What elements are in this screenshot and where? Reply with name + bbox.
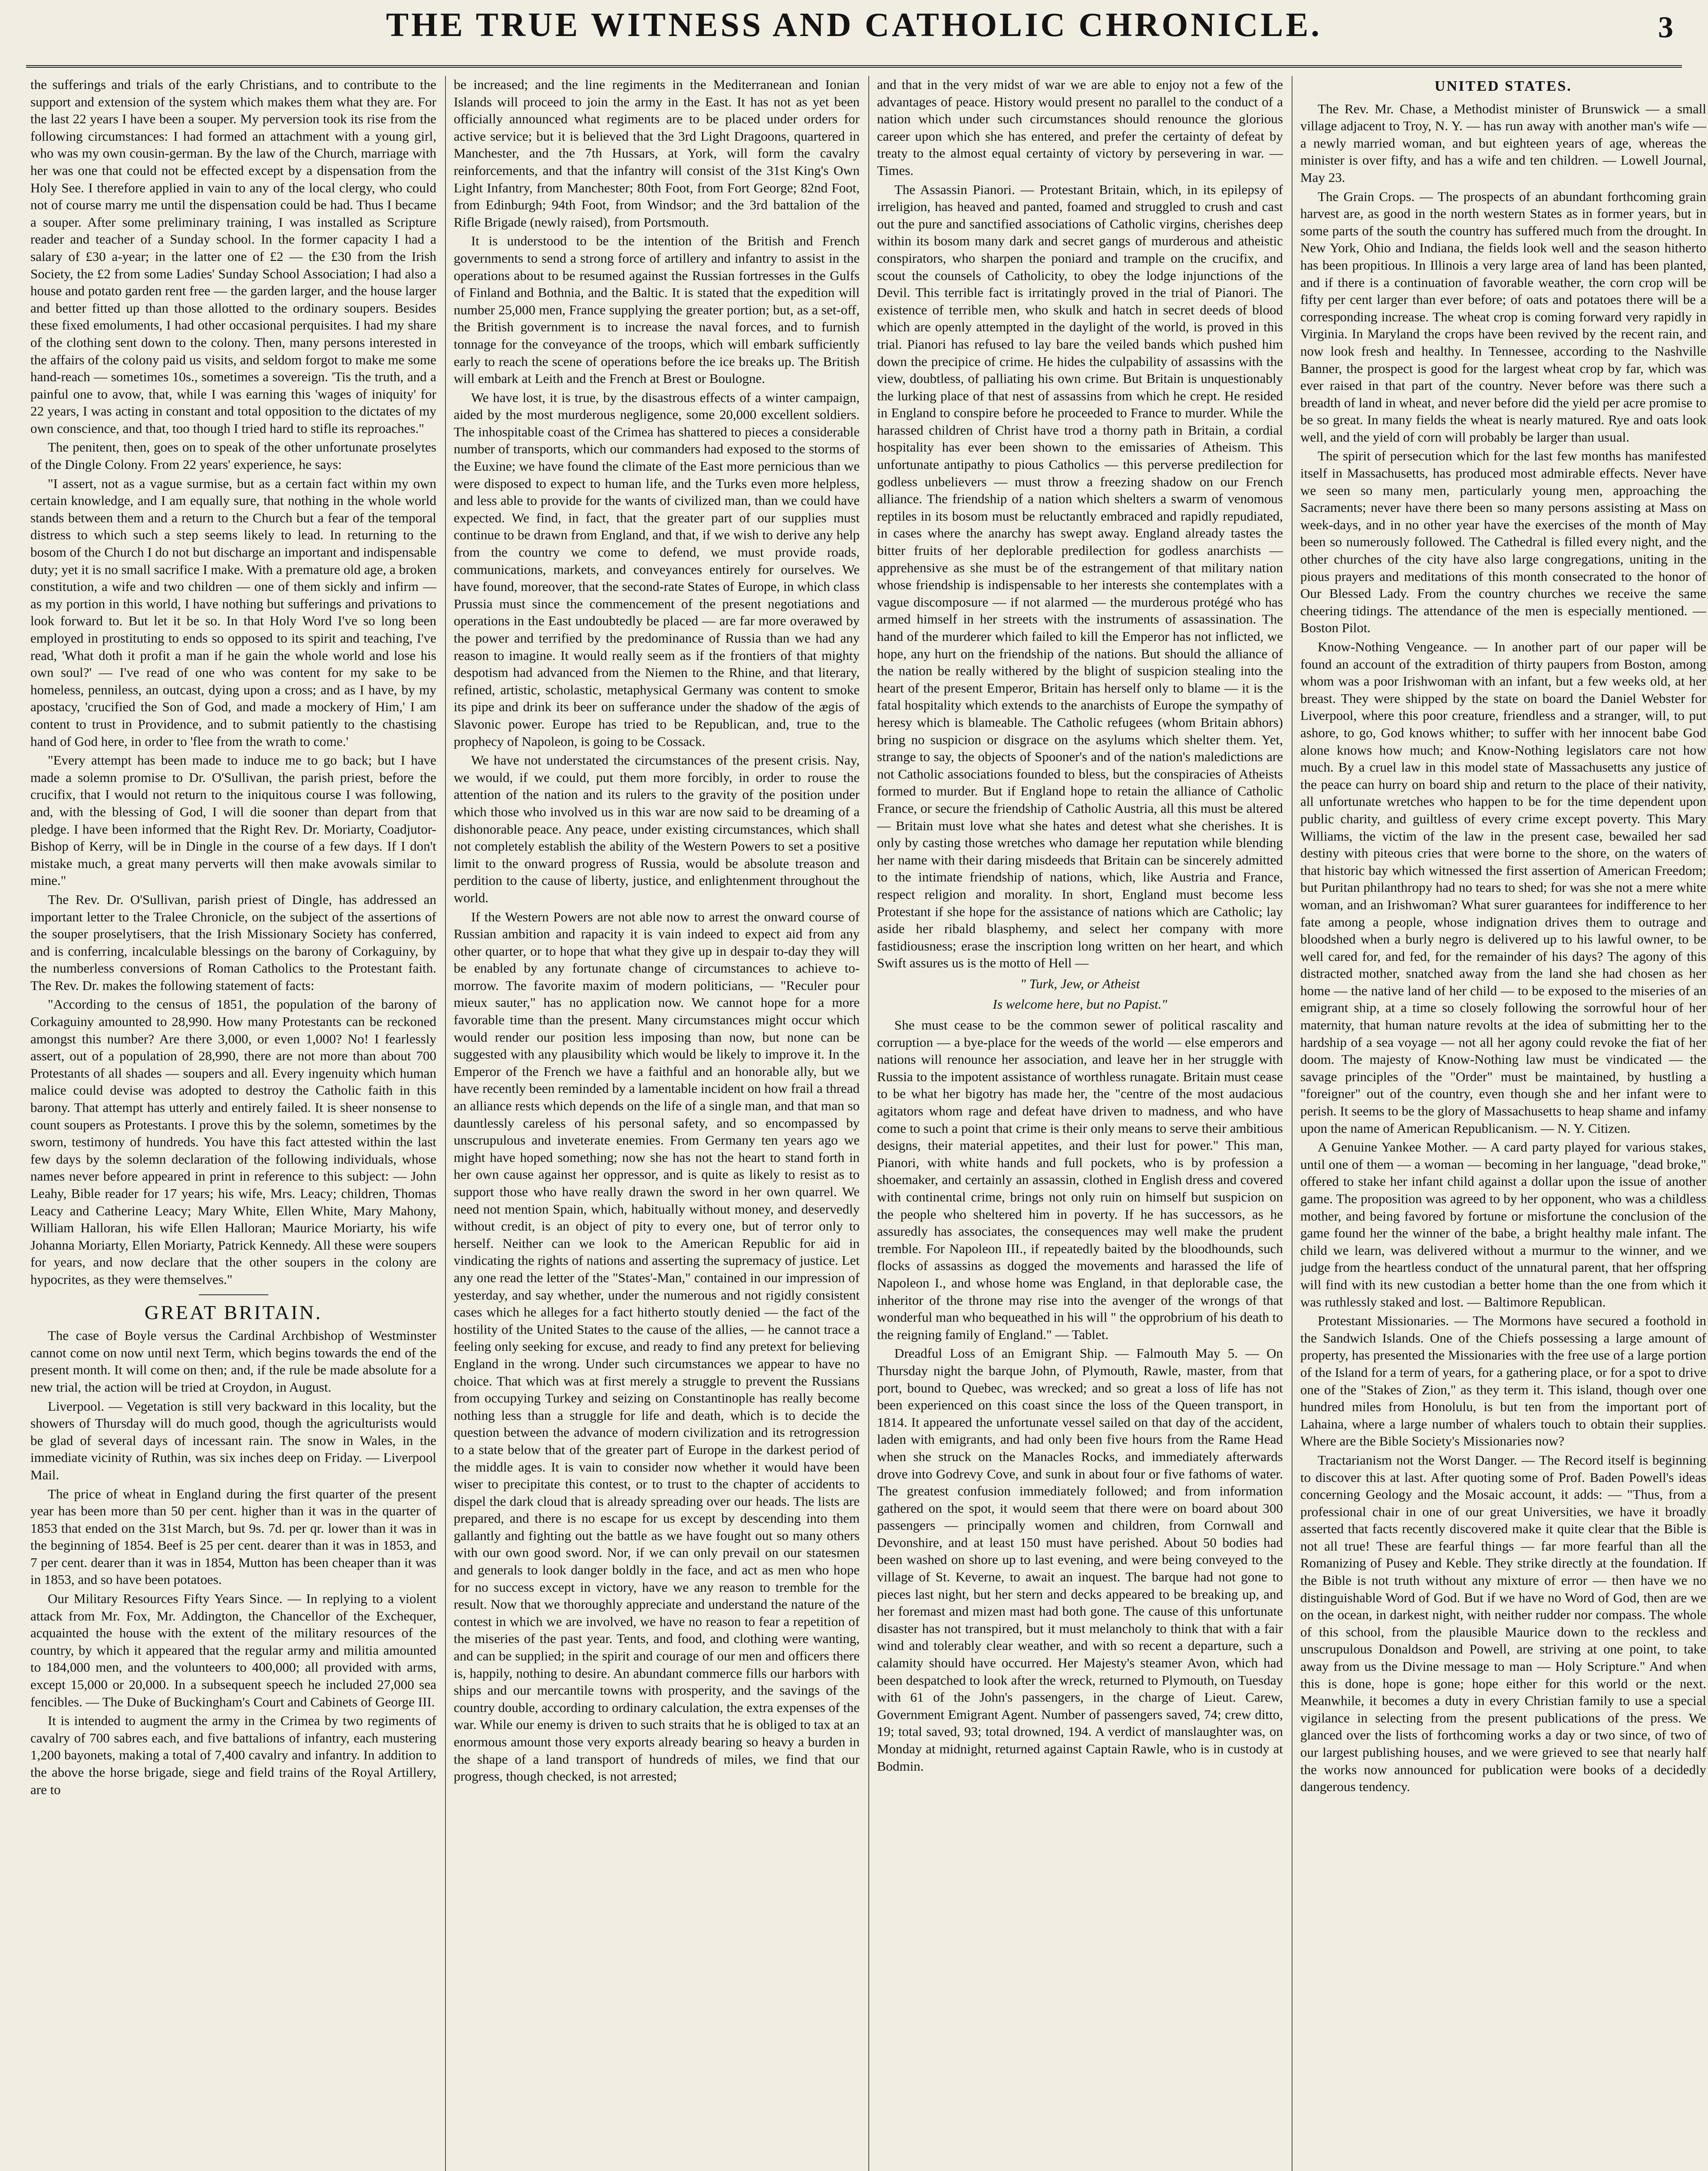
article-paragraph: It is intended to augment the army in the Crimea by two regiments of cavalry of 700 sabres each, and five battalions of infantry, each mustering 1,200 bayonets, making a total of 7,400 cavalry and infantry. In addition to the above the horse brigade, siege and field trains of the Royal Artillery, are to [30, 1713, 436, 1797]
article-paragraph: The Rev. Mr. Chase, a Methodist minister of Brunswick — a small village adjacent to Troy, N. Y. — has run away with another man's wife — a newly married woman, and but eighteen years of age, whereas the minister is over fifty, and has a wife and ten children. — Lowell Journal, May 23. [1300, 101, 1706, 185]
article-paragraph: The Grain Crops. — The prospects of an abundant forthcoming grain harvest are, as good in the north western States as in former years, but in some parts of the south the country has suffered much from the drought. In New York, Ohio and Indiana, the fields look well and the season hitherto has been propitious. In Illinois a very large area of land has been planted, and if there is a continuation of favorable weather, the corn crop will be fifty per cent larger than ever before; of oats and potatoes there will be a corresponding increase. The wheat crop is coming forward very rapidly in Virginia. In Maryland the crops have been revived by the recent rain, and now look fresh and healthy. In Tennessee, according to the Nashville Banner, the prospect is good for the largest wheat crop by far, which was ever raised in that part of the country. Never before was there such a breadth of land in wheat, and never before did the yield per acre promise to be so great. In many fields the wheat is nearly matured. Rye and oats look well, and the yield of corn will probably be larger than usual. [1300, 188, 1706, 445]
article-paragraph: If the Western Powers are not able now to arrest the onward course of Russian ambition and rapacity it is vain indeed to expect aid from any other quarter, or to hope that what they give up in despair to-day they will be enabled by any fortunate change of circumstances to achieve to-morrow. The favorite maxim of modern politicians, — "Reculer pour mieux sauter," has no application now. We cannot hope for a more favorable time than the present. Many circumstances might occur which would render our position less imposing than now, but none can be suggested with any plausibility which would be likely to improve it. In the Emperor of the French we have a faithful and an honorable ally, but we have recently been reminded by a lamentable incident on how frail a thread an alliance rests which depends on the life of a single man, and that man so dauntlessly careless of his personal safety, and so encompassed by unscrupulous and inveterate enemies. From Germany ten years ago we might have hoped something; now she has not the heart to stand forth in her own cause against her oppressor, and is quite as likely to resist as to support those who have really drawn the sword in her own quarrel. We need not mention Spain, which, habitually without money, and deservedly without credit, is an object of pity to every one, but of terror only to herself. Neither can we look to the American Republic for aid in vindicating the rights of nations and asserting the supremacy of justice. Let any one read the letter of the "States'-Man," contained in our impression of yesterday, and say whether, under the numerous and not rigidly consistent cases which he alleges for a fact hitherto stoutly denied — the fact of the hostility of the United States to the cause of the allies, — he cannot trace a feeling only seeking for excuse, and ready to find any pretext for believing England in the wrong. Under such circumstances we appear to have no choice. That which was at first merely a struggle to prevent the Russians from occupying Turkey and seizing on Constantinople has really become nothing less than a struggle for life and death, which is to decide the question between the advance of modern civilization and its retrogression to a state below that of the greater part of Europe in the darkest period of the middle ages. It is vain to consider now whether it would have been wiser to precipitate this contest, or to trust to the chapter of accidents to dispel the dark cloud that is already spreading over our heads. The lists are prepared, and there is no escape for us except by descending into them gallantly and fighting out the battle as we have fought out so many others with our own good sword. Nor, if we can only prevail on our statesmen and generals to look danger boldly in the face, and act as men who hope for no success except in victory, have we any reason to tremble for the result. Now that we thoroughly appreciate and understand the nature of the contest in which we are involved, we have no reason to fear a repetition of the miseries of the past year. Tents, and food, and clothing were wanting, and can be supplied; in the spirit and courage of our men and officers there is, happily, nothing to desire. An abundant commerce fills our harbors with ships and our mercantile towns with prosperity, and the savings of the country double, according to ordinary calculation, the extra expenses of the war. While our enemy is driven to such straits that he is obliged to tax at an enormous amount those very exports already bearing so heavy a burden in the shape of a land transport of hundreds of miles, we find that our progress, though checked, is not arrested; [454, 909, 860, 1784]
article-paragraph: The Assassin Pianori. — Protestant Britain, which, in its epilepsy of irreligion, has heaved and panted, foamed and struggled to crush and cast out the pure and sanctified associations of Catholic virgins, cherishes deep within its bosom many dark and secret gangs of murderous and atheistic conspirators, who sharpen the poniard and trample on the crucifix, and scout the counsels of Catholicity, to obey the lodge injunctions of the Devil. This terrible fact is irritatingly proved in the trial of Pianori. The existence of terrible men, who skulk and hatch in secret deeds of blood which are openly attempted in the daylight of the world, is proved in this trial. Pianori has refused to lay bare the veiled bands which pushed him down the precipice of crime. He hides the culpability of assassins with the view, doubtless, of palliating his own crime. But Britain is unquestionably the lurking place of that nest of assassins from which he crept. He resided in England to conspire before he proceeded to France to murder. While the harassed children of Christ have trod a thorny path in Britain, a cordial hospitality has ever been shown to the emissaries of Atheism. This unfortunate antipathy to pious Catholics — this perverse predilection for godless unbelievers — must throw a freezing shadow on our French alliance. The friendship of a nation which shelters a swarm of venomous reptiles in its bosom must be reluctantly embraced and rapidly repudiated, in cases where the anarchy has swept away. England already tastes the bitter fruits of her deplorable predilection for godless anarchists — apprehensive as she must be of the estrangement of that military nation whose friendship is indispensable to her interests she contemplates with a vague discomposure — if not alarmed — the murderous protégé who has armed himself in her streets with the instruments of assassination. The hand of the murderer which failed to kill the Emperor has not inflicted, we hope, any hurt on the friendship of the nations. But should the alliance of the nation be really withered by the blight of suspicion stealing into the heart of the present Emperor, Britain has herself only to blame — it is the fatal hospitality which extends to the anarchists of Europe the sympathy of heresy which is blameable. The Catholic refugees (whom Britain abhors) bring no suspicion or disgrace on the asylums which shelter them. Yet, strange to say, the objects of Spooner's and of the nation's maledictions are not Catholic associations founded to bless, but the conspiracies of Atheists formed to murder. But if England hope to retain the alliance of Catholic France, or secure the friendship of Catholic Austria, all this must be altered — Britain must love what she hates and detest what she cherishes. It is only by casting those wretches who damage her reputation while blending her name with their daring misdeeds that Britain can be sincerely admitted to the intimate friendship of nations, which, like Austria and France, respect religion and morality. In short, England must become less Protestant if she hope for the assistance of nations which are Catholic; lay aside her ribald blasphemy, and select her company with more fastidiousness; erase the inscription long written on her heart, and which Swift assures us is the motto of Hell — [877, 181, 1283, 971]
column-divider [445, 76, 446, 2171]
article-paragraph: Tractarianism not the Worst Danger. — The Record itself is beginning to discover this at last. After quoting some of Prof. Baden Powell's ideas concerning Geology and the Mosaic account, it adds: — "Thus, from a professional chair in one of our great Universities, we have it broadly asserted that facts recently discovered make it quite clear that the Bible is not all true! These are fearful things — far more fearful than all the Romanizing of Pusey and Keble. They strike directly at the foundation. If the Bible is not truth without any mixture of error — then have we no distinguishable Word of God. But if we have no Word of God, then are we on the ocean, in darkest night, with neither rudder nor compass. The whole of this school, from the plausible Maurice down to the reckless and unscrupulous Donaldson and Powell, are striving at one point, to take away from us the Divine message to man — Holy Scripture." And when this is done, hope is gone; hope either for this world or the next. Meanwhile, it becomes a duty in every Christian family to use a special vigilance in selecting from the present publications of the press. We glanced over the lists of forthcoming works a day or two since, of two of our largest publishing houses, and we were grieved to see that nearly half the works now announced for publication were books of a decidedly dangerous tendency. [1300, 1452, 1706, 1795]
article-paragraph: We have not understated the circumstances of the present crisis. Nay, we would, if we could, put them more forcibly, in order to rouse the attention of the nation and its rulers to the gravity of the position under which those who involved us in this war are now said to be dreaming of a dishonorable peace. Any peace, under existing circumstances, which shall not completely establish the ability of the Western Powers to set a positive limit to the onward progress of Russia, would be absolute treason and perdition to the cause of liberty, justice, and enlightenment throughout the world. [454, 752, 860, 905]
masthead-title: THE TRUE WITNESS AND CATHOLIC CHRONICLE. [386, 6, 1322, 43]
article-paragraph: "According to the census of 1851, the population of the barony of Corkaguiny amounted to 28,990. How many Protestants can be reckoned amongst this number? Are there 3,000, or even 1,000? No! I fearlessly assert, out of a population of 28,990, there are not more than about 700 Protestants of all shades — soupers and all. Every ingenuity which human malice could devise was adopted to destroy the Catholic faith in this barony. That attempt has utterly and entirely failed. It is sheer nonsense to count soupers as Protestants. I prove this by the solemn, sometimes by the sworn, testimony of hundreds. You have this fact attested within the last few days by the solemn declaration of the following individuals, whose names never before appeared in print in reference to this subject: — John Leahy, Bible reader for 17 years; his wife, Mrs. Leacy; children, Thomas Leacy and Catherine Leacy; Mary White, Ellen White, Mary Mahony, William Halloran, his wife Ellen Halloran; Maurice Moriarty, his wife Johanna Moriarty, Ellen Moriarty, Patrick Kennedy. All these were soupers for years, and now declare that the other soupers in the colony are hypocrites, as they were themselves." [30, 996, 436, 1287]
article-paragraph: The penitent, then, goes on to speak of the other unfortunate proselytes of the Dingle Colony. From 22 years' experience, he says: [30, 439, 436, 472]
page-number: 3 [1658, 11, 1673, 44]
article-paragraph: The Rev. Dr. O'Sullivan, parish priest of Dingle, has addressed an important letter to the Tralee Chronicle, on the subject of the assertions of the souper proselytisers, that the Irish Missionary Society has conferred, and is conferring, incalculable blessings on the barony of Corkaguiny, by the numberless conversions of Roman Catholics to the Protestant faith. The Rev. Dr. makes the following statement of facts: [30, 891, 436, 993]
section-heading-united-states: UNITED STATES. [1434, 78, 1572, 94]
column-divider [868, 76, 869, 2171]
article-paragraph: Dreadful Loss of an Emigrant Ship. — Falmouth May 5. — On Thursday night the barque John, of Plymouth, Rawle, master, from that port, bound to Quebec, was wrecked; and so great a loss of life has not been experienced on this coast since the loss of the Queen transport, in 1814. It appeared the unfortunate vessel sailed on that day of the accident, laden with emigrants, and had only been five hours from the Rame Head when she struck on the Manacles Rocks, and immediately afterwards drove into Godrevy Cove, and sunk in about four or five fathoms of water. The greatest confusion immediately followed; and from information gathered on the spot, it would seem that there were on board about 300 passengers — principally women and children, from Cornwall and Devonshire, and at least 150 must have perished. About 50 bodies had been washed on shore up to last evening, and were being conveyed to the village of St. Keverne, to await an inquest. The barque had not gone to pieces last night, but her stern and decks appeared to be breaking up, and her foremast and mizen mast had both gone. The cause of this unfortunate disaster has not transpired, but it must melancholy to think that with a fair wind and tolerably clear weather, and with so recent a departure, such a calamity should have occurred. Her Majesty's steamer Avon, which had been despatched to look after the wreck, returned to Plymouth, on Tuesday with 61 of the John's passengers, in the charge of Lieut. Carew, Government Emigrant Agent. Number of passengers saved, 74; crew ditto, 19; total saved, 93; total drowned, 194. A verdict of manslaughter was, on Monday at midnight, returned against Captain Rawle, who is in custody at Bodmin. [877, 1346, 1283, 1774]
article-paragraph: Know-Nothing Vengeance. — In another part of our paper will be found an account of the extradition of thirty paupers from Boston, among whom was a poor Irishwoman with an infant, but a few weeks old, at her breast. They were shipped by the state on board the Daniel Webster for Liverpool, where this poor creature, friendless and a stranger, will, to put ashore, to go, God knows whither; to suffer with her innocent babe God alone knows how much; and Know-Nothing legislators care not how much. By a cruel law in this model state of Massachusetts any justice of the peace can hurry on board ship and return to the place of their nativity, all unfortunate wretches who happen to be for the time dependent upon public charity, and guiltless of every crime except poverty. This Mary Williams, the victim of the law in the present case, bewailed her sad destiny with piteous cries that were borne to the shore, on the waters of that historic bay which witnessed the first assertion of American Freedom; but Puritan philanthropy had no tears to shed; for was she not a mere white woman, and an Irishwoman? What surer guarantees for indifference to her fate among a people, whose indignation drives them to outrage and bloodshed when a burly negro is delivered up to his lawful owner, to be well cared for, and fed, for the remainder of his days? The agony of this distracted mother, snatched away from the land she had chosen as her home — the native land of her child — to be exposed to the miseries of an emigrant ship, at a time so closely following the sorrowful hour of her maternity, that human nature revolts at the idea of submitting her to the hardship of a sea voyage — not all her agony could revoke the fiat of her doom. The majesty of Know-Nothing law must be vindicated — the savage principles of the "Order" must be maintained, by hustling a "foreigner" out of the country, even though she and her infant were to perish. It seems to be the glory of Massachusetts to heap shame and infamy upon the name of American Republicanism. — N. Y. Citizen. [1300, 639, 1706, 1136]
article-paragraph: "Every attempt has been made to induce me to go back; but I have made a solemn promise to Dr. O'Sullivan, the parish priest, before the crucifix, that I would not return to the iniquitous course I was following, and, with the blessing of God, I will die sooner than depart from that pledge. I have been informed that the Right Rev. Dr. Moriarty, Coadjutor-Bishop of Kerry, will be in Dingle in the course of a few days. If I don't mistake much, a great many perverts will then make avowals similar to mine." [30, 752, 436, 888]
article-paragraph: and that in the very midst of war we are able to enjoy not a few of the advantages of peace. History would present no parallel to the conduct of a nation which under such circumstances should renounce the glorious career upon which she has entered, and prefer the certainty of defeat by treaty to the almost equal certainty of victory by persevering in war. — Times. [877, 77, 1283, 178]
verse-line: Is welcome here, but no Papist." [992, 996, 1167, 1012]
article-paragraph: Our Military Resources Fifty Years Since. — In replying to a violent attack from Mr. Fox, Mr. Addington, the Chancellor of the Exchequer, acquainted the house with the extent of the military resources of the country, by which it appeared that the regular army and militia amounted to 184,000 men, and the volunteers to 400,000; all provided with arms, except 15,000 or 20,000. In a subsequent speech he included 27,000 sea fencibles. — The Duke of Buckingham's Court and Cabinets of George III. [30, 1591, 436, 1709]
article-paragraph: It is understood to be the intention of the British and French governments to send a strong force of artillery and infantry to assist in the operations about to be resumed against the Russian fortresses in the Gulfs of Finland and Bothnia, and the Baltic. It is stated that the expedition will number 25,000 men, France supplying the greater portion; but, as a set-off, the British government is to increase the naval forces, and to furnish tonnage for the conveyance of the troops, which will embark sufficiently early to reach the scene of operations before the ice breaks up. The British will embark at Leith and the French at Brest or Boulogne. [454, 233, 860, 386]
column-2 [454, 76, 860, 2171]
column-4 [1300, 76, 1706, 2171]
article-paragraph: Protestant Missionaries. — The Mormons have secured a foothold in the Sandwich Islands. One of the Chiefs possessing a large amount of property, has presented the Missionaries with the free use of a large portion of the Island for a term of years, for a gathering place, or for a spot to drive one of the "Stakes of Zion," as they term it. This island, though over one hundred miles from Honolulu, is but ten from the important port of Lahaina, where a large number of whalers touch to obtain their supplies. Where are the Bible Society's Missionaries now? [1300, 1313, 1706, 1449]
article-paragraph: be increased; and the line regiments in the Mediterranean and Ionian Islands will proceed to join the army in the East. It has not as yet been officially announced what regiments are to be placed under orders for active service; but it is believed that the 3rd Light Dragoons, quartered in Manchester, and the 7th Hussars, at York, will form the cavalry reinforcements, and that the infantry will consist of the 31st King's Own Light Infantry, from Manchester; 80th Foot, from Fort George; 82nd Foot, from Edinburgh; 94th Foot, from Windsor; and the 3rd battalion of the Rifle Brigade (newly raised), from Portsmouth. [454, 77, 860, 230]
column-3 [877, 76, 1283, 2171]
article-columns [30, 76, 1706, 2171]
verse-line: " Turk, Jew, or Atheist [1020, 976, 1140, 991]
section-heading-great-britain: GREAT BRITAIN. [144, 1301, 323, 1323]
article-paragraph: "I assert, not as a vague surmise, but as a certain fact within my own certain knowledge, and I am equally sure, that nothing in the whole world stands between them and a return to the Church but a fear of the temporal distress to which such a step seems likely to lead. In returning to the bosom of the Church I do not but discharge an important and indispensable duty; yet it is no small sacrifice I make. With a premature old age, a broken constitution, a wife and two children — one of them sickly and infirm — as my portion in this world, I have nothing but sufferings and privations to look forward to. But let it be so. In that Holy Word I've so long been employed in prostituting to ends so opposed to its spirit and teaching, I've read, 'What doth it profit a man if he gain the whole world and lose his own soul?' — I've read of one who was content for my sake to be homeless, penniless, an outcast, dying upon a cross; and as I have, by my apostacy, 'crucified the Son of God, and made a mockery of Him,' I am content to trust in Providence, and to submit patiently to the chastising hand of God here, in order to 'flee from the wrath to come.' [30, 475, 436, 749]
article-paragraph: the sufferings and trials of the early Christians, and to contribute to the support and extension of the system which makes them what they are. For the last 22 years I have been a souper. My perversion took its rise from the following circumstances: I had formed an attachment with a young girl, who was my own cousin-german. By the law of the Church, marriage with her was one that could not be effected except by a dispensation from the Holy See. I therefore applied in vain to any of the local clergy, who could not of course marry me until the dispensation could be had. Thus I became a souper. After some preliminary training, I was installed as Scripture reader and teacher of a Sunday school. In the former capacity I had a salary of £30 a-year; in the latter one of £2 — the £30 from the Irish Society, the £2 from some Ladies' Sunday School Association; I had also a house and potato garden rent free — the garden larger, and the house larger and better fitted up than those allotted to the ordinary soupers. Besides these fixed emoluments, I had other occasional perquisites. I had my share of the clothing sent down to the colony. Then, many persons interested in the affairs of the colony paid us visits, and seldom forgot to make me some hand-reach — sometimes 10s., sometimes a sovereign. 'Tis the truth, and a painful one to avow, that, while I was earning this 'wages of iniquity' for 22 years, I was acting in constant and total opposition to the dictates of my own conscience, and that, too though I tried hard to stifle its reproaches." [30, 77, 436, 436]
section-rule [199, 1294, 268, 1295]
article-paragraph: We have lost, it is true, by the disastrous effects of a winter campaign, aided by the most murderous negligence, some 20,000 excellent soldiers. The inhospitable coast of the Crimea has shattered to pieces a considerable number of transports, which our commanders had exposed to the storms of the Euxine; we have found the climate of the East more pernicious than we were disposed to expect to human life, and the Turks even more helpless, and less able to provide for the wants of civilized man, than we could have expected. We find, in fact, that the greater part of our supplies must continue to be drawn from England, and that, if we wish to derive any help from the country we come to defend, we must provide roads, communications, markets, and conveyances entirely for ourselves. We have found, moreover, that the second-rate States of Europe, in which class Prussia must since the commencement of the present negotiations and operations in the East undoubtedly be placed — are far more overawed by the power and terrified by the predominance of Russia than we had any reason to imagine. It would really seem as if the frontiers of that mighty despotism had advanced from the Niemen to the Rhine, and that literary, refined, artistic, scholastic, metaphysical Germany was content to smoke its pipe and drink its beer on sufferance under the shadow of the ægis of Slavonic power. Europe has tried to be Republican, and, true to the prophecy of Napoleon, is going to be Cossack. [454, 389, 860, 749]
column-divider [1292, 76, 1293, 2171]
masthead [26, 0, 1682, 68]
column-1 [30, 76, 436, 2171]
article-paragraph: The case of Boyle versus the Cardinal Archbishop of Westminster cannot come on now until next Term, which begins towards the end of the present month. It will come on then; and, if the rule be made absolute for a new trial, the action will be tried at Croydon, in August. [30, 1328, 436, 1395]
article-paragraph: The price of wheat in England during the first quarter of the present year has been more than 50 per cent. higher than it was in the quarter of 1853 that ended on the 31st March, but 9s. 7d. per qr. lower than it was in the beginning of 1854. Beef is 25 per cent. dearer than it was in 1853, and 7 per cent. dearer than it was in 1854, Mutton has been cheaper than it was in 1853, and so have been potatoes. [30, 1486, 436, 1587]
article-paragraph: She must cease to be the common sewer of political rascality and corruption — a bye-place for the weeds of the world — else emperors and nations will renounce her association, and leave her in her struggle with Russia to the impotent assistance of worthless runagate. Britain must cease to be what her bigotry has made her, the "centre of the most audacious agitators whom rage and defeat have driven to madness, and who have come to such a point that crime is their only means to serve their ambitious designs, their material appetites, and their lust for power." This man, Pianori, with white hands and full pockets, who is by profession a shoemaker, and certainly an assassin, clothed in English dress and covered with continental crime, brings not only ruin on himself but suspicion on the people who sheltered him in poverty. If he has successors, as he assuredly has associates, the consequences may well make the prudent tremble. For Napoleon III., if repeatedly baited by the bloodhounds, such flocks of assassins as dogged the movements and harassed the life of Napoleon I., and whose home was England, in that deplorable case, the inheritor of the throne may rise into the avenger of the wrongs of that wonderful man who bequeathed in his will " the opprobrium of his death to the reigning family of England." — Tablet. [877, 1017, 1283, 1342]
article-paragraph: Liverpool. — Vegetation is still very backward in this locality, but the showers of Thursday will do much good, though the agriculturists would be glad of several days of incessant rain. The snow in Wales, in the immediate vicinity of Ruthin, was six inches deep on Friday. — Liverpool Mail. [30, 1398, 436, 1482]
article-paragraph: The spirit of persecution which for the last few months has manifested itself in Massachusetts, has produced most admirable effects. Never have we seen so many men, particularly young men, approaching the Sacraments; never have there been so many persons assisting at Mass on week-days, and in no other year have the exercises of the month of May been so numerously followed. The Cathedral is filled every night, and the other churches of the city have also large congregations, uniting in the pious prayers and meditations of this month consecrated to the honor of Our Blessed Lady. From the country churches we receive the same cheering tidings. The attendance of the men is especially mentioned. — Boston Pilot. [1300, 448, 1706, 636]
article-paragraph: A Genuine Yankee Mother. — A card party played for various stakes, until one of them — a woman — becoming in her language, "dead broke," offered to stake her infant child against a dollar upon the issue of another game. The proposition was agreed to by her opponent, who was a childless mother, and being favored by fortune or misfortune the conclusion of the game found her the winner of the babe, a bright healthy male infant. The child we learn, was delivered without a murmur to the winner, and we judge from the heartless conduct of the unnatural parent, that her offspring will find with its new custodian a better home than the one from which it was ruthlessly staked and lost. — Baltimore Republican. [1300, 1139, 1706, 1310]
